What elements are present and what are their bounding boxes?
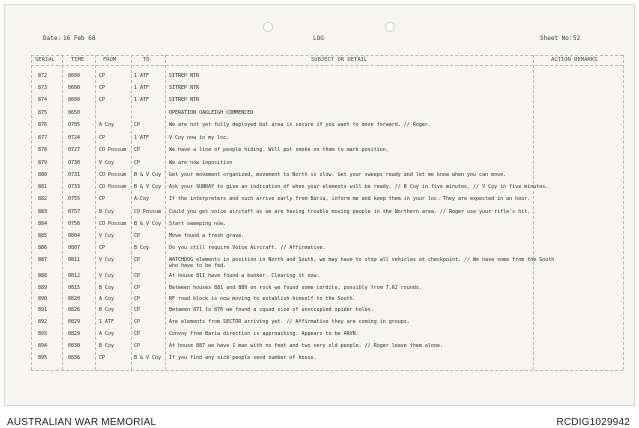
to-cell: CP	[134, 257, 141, 263]
serial-cell: 879	[38, 160, 48, 166]
serial-cell: 887	[38, 257, 48, 263]
time-cell: 0807	[68, 245, 81, 251]
serial-cell: 873	[38, 85, 48, 91]
table-row	[31, 73, 623, 83]
serial-cell: 875	[38, 110, 48, 116]
time-cell: 0815	[68, 285, 81, 291]
from-cell: A Coy	[99, 331, 115, 337]
table-row	[31, 97, 623, 107]
time-cell: 0820	[68, 296, 81, 302]
table-row	[31, 285, 623, 295]
table-row	[31, 172, 623, 182]
serial-cell: 883	[38, 209, 48, 215]
log-table	[31, 55, 623, 370]
to-cell: 1 ATF	[134, 97, 150, 103]
from-cell: CO Possum	[99, 172, 127, 178]
to-cell: A Coy	[134, 196, 150, 202]
from-cell: CO Possum	[99, 221, 127, 227]
table-row	[31, 135, 623, 145]
table-row	[31, 273, 623, 283]
to-cell: 1 ATF	[134, 73, 150, 79]
to-cell: CP	[134, 273, 141, 279]
log-sheet	[4, 4, 635, 428]
serial-cell: 876	[38, 122, 48, 128]
time-cell: 0836	[68, 355, 81, 361]
from-cell: CP	[99, 85, 106, 91]
table-row	[31, 221, 623, 231]
serial-cell: 882	[38, 196, 48, 202]
from-cell: B Coy	[99, 343, 115, 349]
table-row	[31, 257, 623, 267]
from-cell: B Coy	[99, 307, 115, 313]
subject-cell: V Coy now in my loc.	[169, 135, 230, 141]
from-cell: CP	[99, 245, 106, 251]
serial-cell: 878	[38, 147, 48, 153]
serial-cell: 881	[38, 184, 48, 190]
subject-cell: SITREP NTR	[169, 73, 200, 79]
subject-cell: Convoy from Baria direction is approaching. Appears to be ARVN.	[169, 331, 359, 337]
to-cell: 1 ATF	[134, 85, 150, 91]
table-row	[31, 343, 623, 353]
sheet-value: 52	[573, 35, 581, 42]
subject-cell: Do you still require Voice Aircraft. // Affirmative.	[169, 245, 326, 251]
time-cell: 0804	[68, 233, 81, 239]
subject-cell: We are not yet fully deployed but area is secure if you want to move forward. // Roger.	[169, 122, 431, 128]
subject-cell: SITREP NTR	[169, 97, 200, 103]
subject-cell: OPERATION OAKLEIGH COMMENCED	[169, 110, 254, 116]
from-cell: CP	[99, 135, 106, 141]
from-cell: CP	[99, 97, 106, 103]
to-cell: CP	[134, 319, 141, 325]
time-cell: 0829	[68, 319, 81, 325]
from-cell: CO Possum	[99, 147, 127, 153]
to-cell: CO Possum	[134, 209, 162, 215]
to-cell: CP	[134, 307, 141, 313]
serial-cell: 892	[38, 319, 48, 325]
serial-cell: 888	[38, 273, 48, 279]
time-cell: 0826	[68, 307, 81, 313]
punch-hole	[385, 22, 395, 32]
time-cell: 0756	[68, 221, 81, 227]
subject-cell: Between 871 to 870 we found a squad size of unoccupied spider holes.	[169, 307, 374, 313]
table-row	[31, 331, 623, 341]
subject-cell: Move found a fresh grave.	[169, 233, 245, 239]
serial-cell: 894	[38, 343, 48, 349]
to-cell: B & V Coy	[134, 184, 162, 190]
table-row	[31, 296, 623, 306]
to-cell: CP	[134, 160, 141, 166]
table-row	[31, 209, 623, 219]
col-time: TIME	[71, 57, 85, 63]
serial-cell: 891	[38, 307, 48, 313]
time-cell: 0829	[68, 331, 81, 337]
table-row	[31, 110, 623, 120]
time-cell: 0731	[68, 172, 81, 178]
time-cell: 0812	[68, 273, 81, 279]
from-cell: V Coy	[99, 273, 115, 279]
subject-cell: If you find any sick people send number of house.	[169, 355, 317, 361]
from-cell: 1 ATF	[99, 319, 115, 325]
to-cell: CP	[134, 296, 141, 302]
table-bottom-border	[31, 370, 623, 371]
to-cell: B & V Coy	[134, 221, 162, 227]
time-cell: 0600	[68, 85, 81, 91]
from-cell: V Coy	[99, 160, 115, 166]
serial-cell: 893	[38, 331, 48, 337]
subject-cell: If the interpreters and such arrive early from Baria, inform me and keep them in your loc. They are expected in an hour.	[169, 196, 531, 202]
serial-cell: 885	[38, 233, 48, 239]
table-row	[31, 319, 623, 329]
punch-hole	[263, 22, 273, 32]
time-cell: 0650	[68, 110, 81, 116]
subject-cell: RF road block is now moving to establish himself to the South.	[169, 296, 356, 302]
subject-cell: Between houses 881 and 889 on rock we found some cordite, possibly from 7.62 rounds.	[169, 285, 422, 291]
from-cell: B Coy	[99, 209, 115, 215]
sheet-label: Sheet No:	[540, 35, 573, 42]
subject-cell: At house 811 have found a bunker. Clearing it now.	[169, 273, 320, 279]
col-action: ACTION REMARKS	[551, 57, 598, 63]
subject-cell: We have a line of people hiding. Will put smoke on them to mark position.	[169, 147, 389, 153]
time-cell: 0830	[68, 343, 81, 349]
time-cell: 0811	[68, 257, 81, 263]
time-cell: 0724	[68, 135, 81, 141]
serial-cell: 877	[38, 135, 48, 141]
to-cell: CP	[134, 285, 141, 291]
col-to: TO	[143, 57, 150, 63]
to-cell: B Coy	[134, 245, 150, 251]
subject-cell: SITREP NTR	[169, 85, 200, 91]
to-cell: CP	[134, 122, 141, 128]
from-cell: A Coy	[99, 122, 115, 128]
table-row	[31, 147, 623, 157]
date-value: 16 Feb 68	[63, 35, 96, 42]
table-top-border	[31, 55, 623, 56]
time-cell: 0757	[68, 209, 81, 215]
subject-cell: Ask your SUNRAY to give an indication of when your elements will be ready. // B Coy in five minutes. // V Coy in five minutes.	[169, 184, 549, 190]
from-cell: V Coy	[99, 233, 115, 239]
time-cell: 0730	[68, 160, 81, 166]
subject-cell: Get your movement organized, movement to North is slow. Get your sweeps ready and let me know when you can move.	[169, 172, 507, 178]
serial-cell: 889	[38, 285, 48, 291]
time-cell: 0600	[68, 97, 81, 103]
table-row	[31, 196, 623, 206]
table-row	[31, 122, 623, 132]
table-row	[31, 307, 623, 317]
serial-cell: 895	[38, 355, 48, 361]
to-cell: 1 ATF	[134, 135, 150, 141]
log-title: LOG	[313, 35, 324, 42]
col-subject: SUBJECT OR DETAIL	[311, 57, 368, 63]
serial-cell: 886	[38, 245, 48, 251]
subject-cell: Start sweeping now.	[169, 221, 227, 227]
col-serial: SERIAL	[35, 57, 55, 63]
time-cell: 0755	[68, 196, 81, 202]
subject-cell: Could you get voice aircraft as we are having trouble moving people in the Northern area. // Roger use your rifle's hit.	[169, 209, 531, 215]
table-row	[31, 245, 623, 255]
from-cell: CP	[99, 73, 106, 79]
table-row	[31, 355, 623, 365]
from-cell: V Coy	[99, 257, 115, 263]
table-row	[31, 85, 623, 95]
time-cell: 0705	[68, 122, 81, 128]
time-cell: 0733	[68, 184, 81, 190]
to-cell: B & V Coy	[134, 355, 162, 361]
from-cell: CO Possum	[99, 184, 127, 190]
subject-cell: WATCHDOG elements in position in North and South, we may have to stop all vehicles at checkpoint. // We have some from the South who have to be fed.	[169, 257, 555, 269]
footer-credit: AUSTRALIAN WAR MEMORIAL	[7, 417, 157, 428]
to-cell: CP	[134, 343, 141, 349]
to-cell: CP	[134, 233, 141, 239]
from-cell: CP	[99, 196, 106, 202]
col-from: FROM	[103, 57, 117, 63]
from-cell: A Coy	[99, 296, 115, 302]
subject-cell: We are now inposition	[169, 160, 233, 166]
serial-cell: 874	[38, 97, 48, 103]
footer-id: RCDIG1029942	[556, 417, 630, 428]
serial-cell: 890	[38, 296, 48, 302]
serial-cell: 872	[38, 73, 48, 79]
from-cell: B Coy	[99, 285, 115, 291]
subject-cell: At house 887 we have 1 man with no feet and two very old people. // Roger leave them alone.	[169, 343, 443, 349]
time-cell: 0727	[68, 147, 81, 153]
table-row	[31, 184, 623, 194]
table-row	[31, 233, 623, 243]
table-row	[31, 160, 623, 170]
from-cell: CP	[99, 355, 106, 361]
column-divider	[623, 55, 624, 370]
subject-cell: Are elements from SECTOR arriving yet. // Affirmative they are coming in groups.	[169, 319, 410, 325]
date-label: Date:	[43, 35, 62, 42]
time-cell: 0600	[68, 73, 81, 79]
to-cell: CP	[134, 331, 141, 337]
serial-cell: 880	[38, 172, 48, 178]
to-cell: CP	[134, 147, 141, 153]
serial-cell: 884	[38, 221, 48, 227]
header-divider	[31, 65, 623, 66]
to-cell: B & V Coy	[134, 172, 162, 178]
